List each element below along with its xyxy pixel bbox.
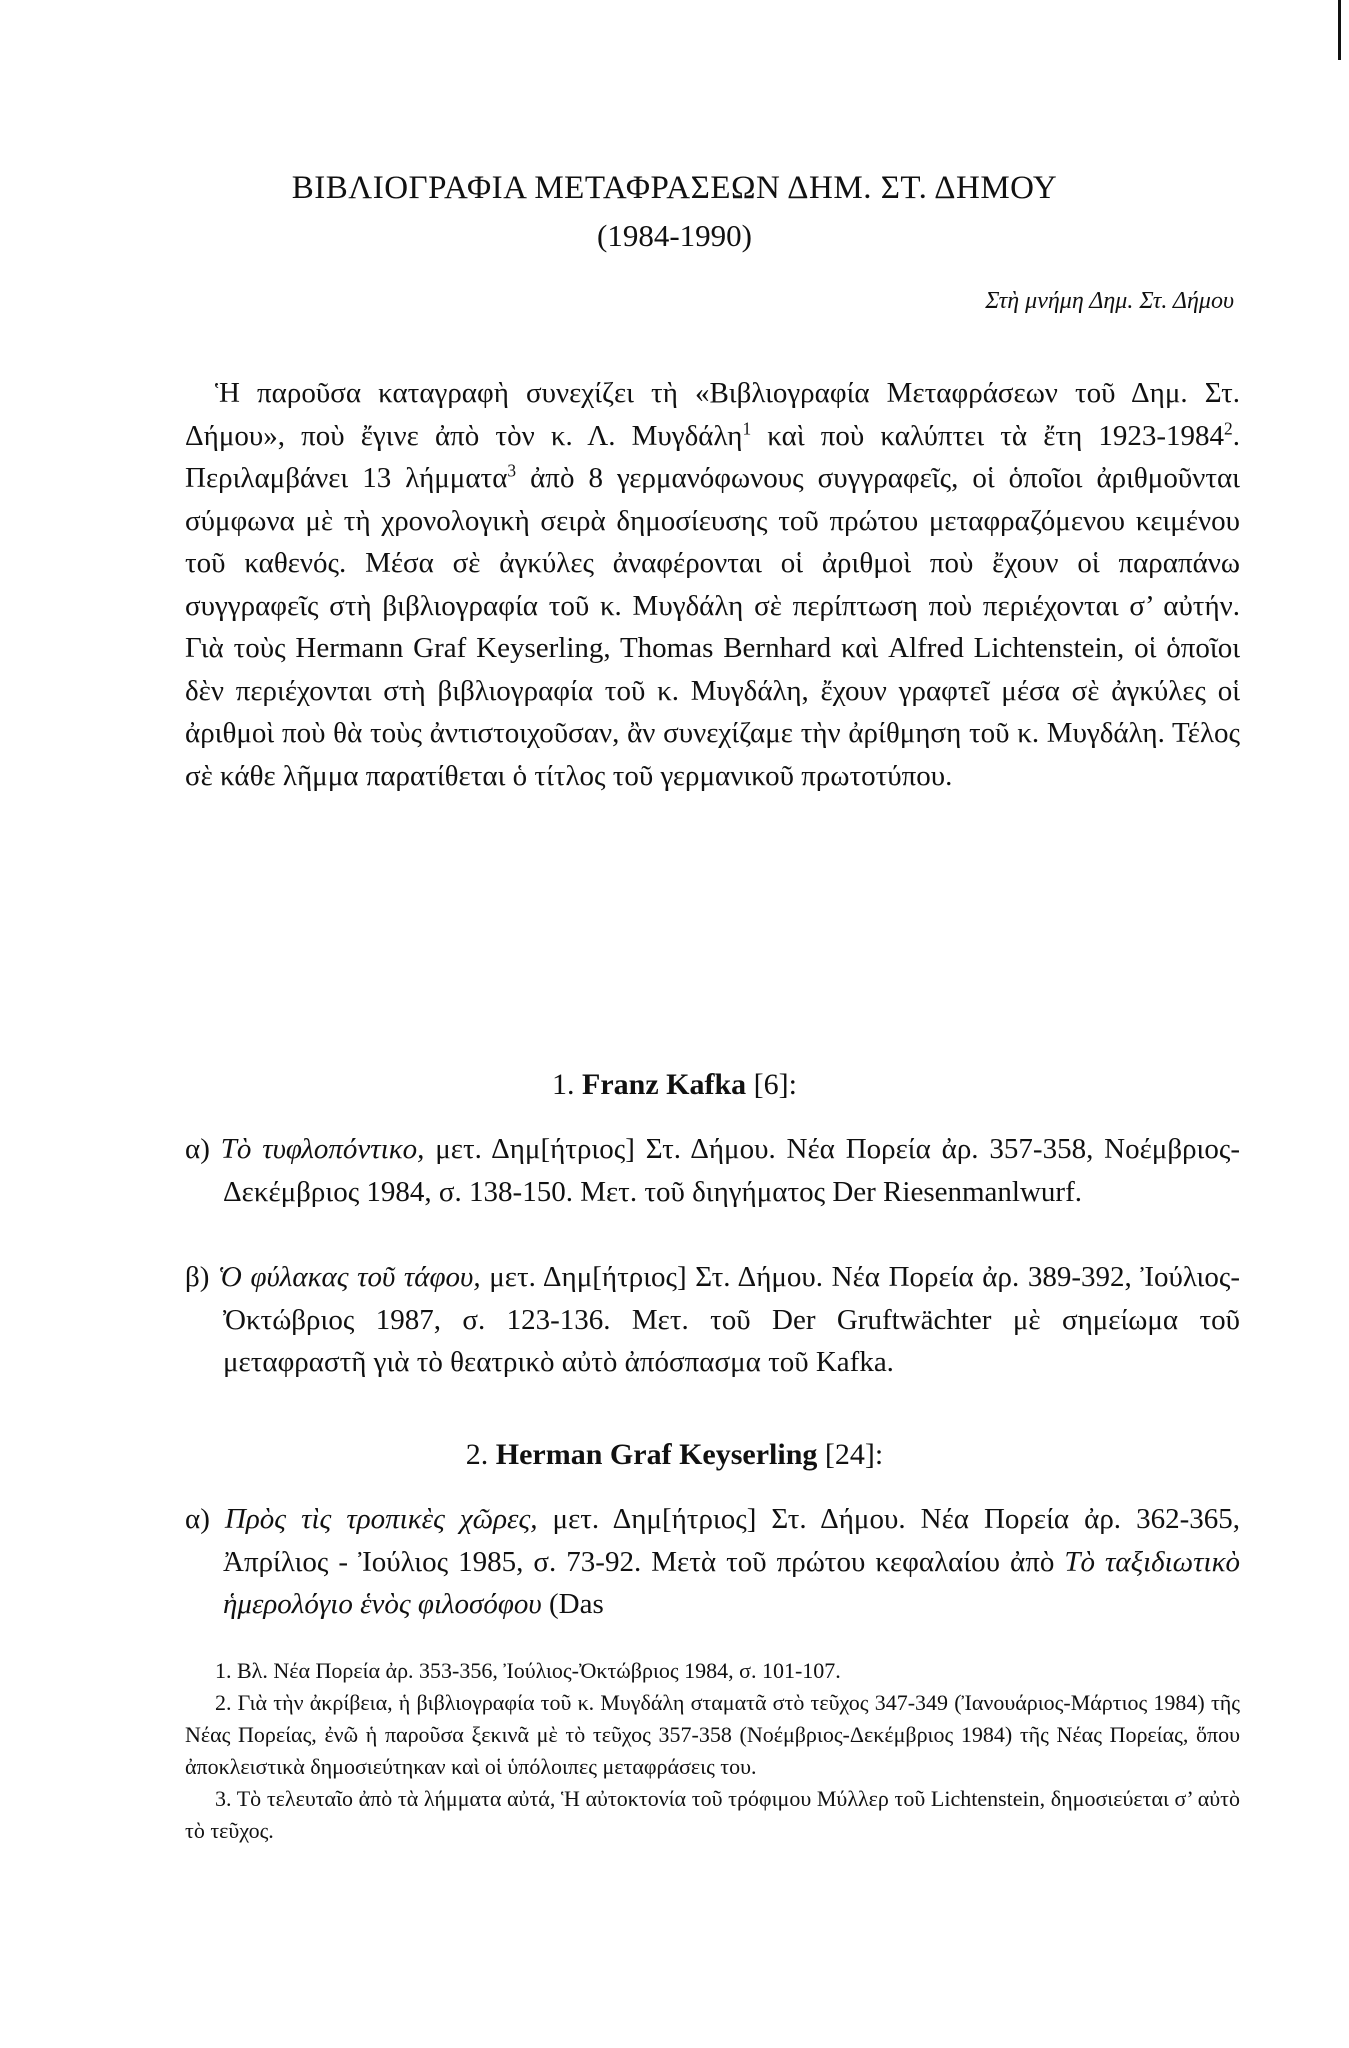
footnote-ref-1: 1 [742, 417, 752, 438]
bibliography-entry [185, 1128, 1240, 1213]
section-number: 2. [465, 1438, 489, 1471]
intro-text-1: Ἡ παροῦσα καταγραφὴ συνεχίζει τὴ «Βιβλιογραφία Μεταφράσεων τοῦ Δημ. Στ. Δήμου», ποὺ ἔγινε ἀπὸ τὸν κ. Λ. Μυγδάλη [185, 377, 1240, 452]
intro-paragraph [185, 372, 1240, 797]
footnote: 2. Γιὰ τὴν ἀκρίβεια, ἡ βιβλιογραφία τοῦ κ. Μυγδάλη σταματᾶ στὸ τεῦχος 347-349 (Ἰανουάριος-Μάρτιος 1984) τῆς Νέας Πορείας, ἐνῶ ἡ παροῦσα ξεκινᾶ μὲ τὸ τεῦχος 357-358 (Νοέμβριος-Δεκέμβριος 1984) τῆς Νέας Πορείας, ὅπου ἀποκλειστικὰ δημοσιεύτηκαν καὶ οἱ ὑπόλοιπες μεταφράσεις του. [185, 1690, 1240, 1779]
entry-letter: α) [185, 1503, 210, 1535]
section-ref: [24]: [824, 1438, 884, 1471]
footnote-ref-3: 3 [507, 460, 517, 481]
section-author: Herman Graf Keyserling [495, 1438, 818, 1471]
section-author: Franz Kafka [582, 1068, 747, 1101]
section-heading [0, 1068, 1349, 1102]
entry-letter: α) [185, 1133, 210, 1165]
entry-text: μετ. Δημ[ήτριος] Στ. Δήμου. Νέα Πορεία ἀρ. 389-392, Ἰούλιος-Ὀκτώβριος 1987, σ. 123-136. Μετ. τοῦ Der Gruftwächter μὲ σημείωμα τοῦ μεταφραστῆ γιὰ τὸ θεατρικὸ αὐτὸ ἀπόσπασμα τοῦ Kafka. [223, 1261, 1240, 1378]
entry-text-2: (Das [541, 1588, 604, 1620]
footnote-ref-2: 2 [1224, 417, 1233, 438]
entry-letter: β) [185, 1261, 210, 1293]
dedication: Στὴ μνήμη Δημ. Στ. Δήμου [985, 288, 1234, 314]
entry-title-2: Τὸ ταξιδιωτικὸ ἡμερολόγιο ἑνὸς φιλοσόφου [223, 1545, 1240, 1620]
entry-title: Τὸ τυφλοπόντικο, [220, 1133, 425, 1165]
intro-text-4: ἀπὸ 8 γερμανόφωνους συγγραφεῖς, οἱ ὁποῖοι ἀριθμοῦνται σύμφωνα μὲ τὴ χρονολογικὴ σειρὰ δημοσίευσης τοῦ πρώτου μεταφραζόμενου κειμένου τοῦ καθενός. Μέσα σὲ ἀγκύλες ἀναφέρονται οἱ ἀριθμοὶ ποὺ ἔχουν οἱ παραπάνω συγγραφεῖς στὴ βιβλιογραφία τοῦ κ. Μυγδάλη σὲ περίπτωση ποὺ περιέχονται σ’ αὐτήν. Γιὰ τοὺς Hermann Graf Keyserling, Thomas Bernhard καὶ Alfred Lichtenstein, οἱ ὁποῖοι δὲν περιέχονται στὴ βιβλιογραφία τοῦ κ. Μυγδάλη, ἔχουν γραφτεῖ μέσα σὲ ἀγκύλες οἱ ἀριθμοὶ ποὺ θὰ τοὺς ἀντιστοιχοῦσαν, ἂν συνεχίζαμε τὴν ἀρίθμηση τοῦ κ. Μυγδάλη. Τέλος σὲ κάθε λῆμμα παρατίθεται ὁ τίτλος τοῦ γερμανικοῦ πρωτοτύπου. [185, 462, 1240, 792]
footnote: 1. Βλ. Νέα Πορεία ἀρ. 353-356, Ἰούλιος-Ὀκτώβριος 1984, σ. 101-107. [215, 1658, 841, 1683]
bibliography-entry [185, 1498, 1240, 1626]
bibliography-entry [185, 1256, 1240, 1384]
section-number: 1. [552, 1068, 575, 1101]
entry-title: Ὁ φύλακας τοῦ τάφου, [218, 1261, 481, 1293]
footnote: 3. Τὸ τελευταῖο ἀπὸ τὰ λήμματα αὐτά, Ἡ αὐτοκτονία τοῦ τρόφιμου Μύλλερ τοῦ Lichtenstein, δημοσιεύεται σ’ αὐτὸ τὸ τεῦχος. [185, 1786, 1240, 1843]
section-ref: [6]: [753, 1068, 797, 1101]
section-heading [0, 1438, 1349, 1472]
scan-edge-line [1338, 0, 1341, 60]
intro-text-3: . Περιλαμβάνει 13 λήμματα [185, 419, 1240, 494]
entry-text: μετ. Δημ[ήτριος] Στ. Δήμου. Νέα Πορεία ἀρ. 357-358, Νοέμβριος-Δεκέμβριος 1984, σ. 138-150. Μετ. τοῦ διηγήματος Der Riesenmanlwurf. [223, 1133, 1240, 1208]
intro-text-2: καὶ ποὺ καλύπτει τὰ ἔτη 1923-1984 [751, 419, 1225, 452]
entry-title: Πρὸς τὶς τροπικὲς χῶρες, [224, 1503, 538, 1535]
page-title: ΒΙΒΛΙΟΓΡΑΦΙΑ ΜΕΤΑΦΡΑΣΕΩΝ ΔΗΜ. ΣΤ. ΔΗΜΟΥ [291, 170, 1058, 206]
page-subtitle-years: (1984-1990) [597, 218, 752, 253]
entry-text: μετ. Δημ[ήτριος] Στ. Δήμου. Νέα Πορεία ἀρ. 362-365, Ἀπρίλιος - Ἰούλιος 1985, σ. 73-92. Μετὰ τοῦ πρώτου κεφαλαίου ἀπὸ [223, 1503, 1240, 1578]
footnotes [185, 1655, 1240, 1847]
